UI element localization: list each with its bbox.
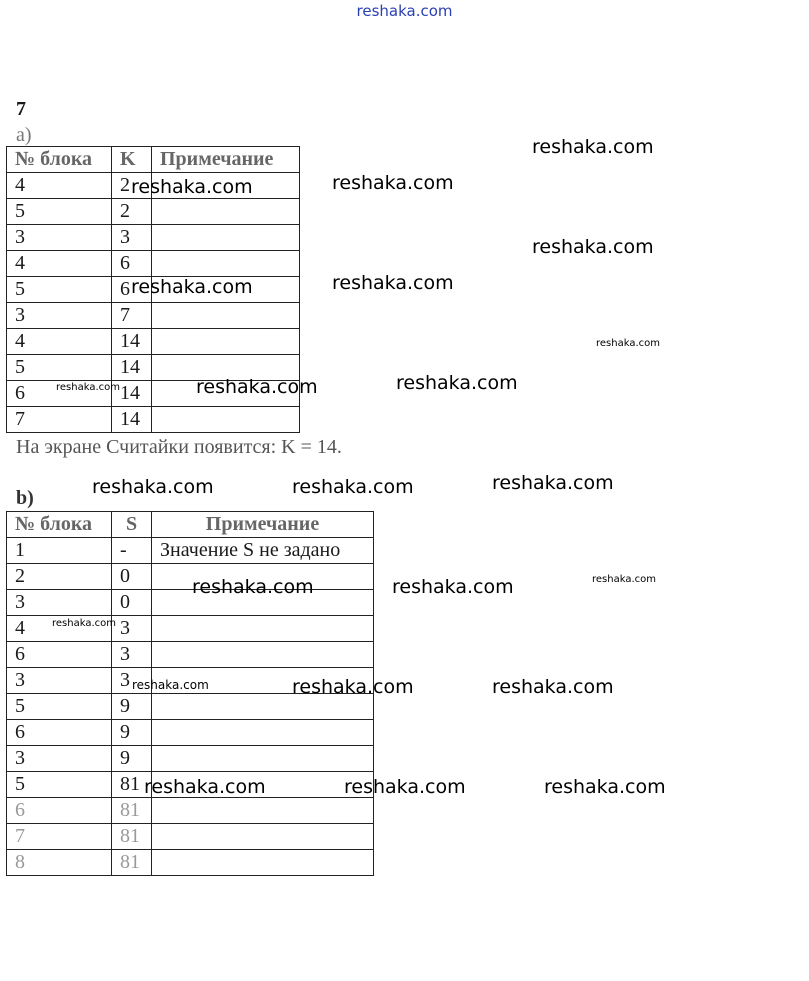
- watermark: reshaka.com: [492, 676, 614, 698]
- task-number: 7: [16, 98, 26, 120]
- cell-block: 3: [7, 668, 112, 694]
- table-row: [7, 824, 374, 850]
- watermark: reshaka.com: [492, 472, 614, 494]
- cell-block: 4: [7, 173, 112, 199]
- cell-block: 7: [7, 824, 112, 850]
- table-header-row: [7, 512, 374, 538]
- cell-block: 4: [7, 616, 112, 642]
- cell-block: 3: [7, 590, 112, 616]
- cell-value: 6: [112, 251, 152, 277]
- cell-note: [152, 642, 374, 668]
- cell-block: 1: [7, 538, 112, 564]
- cell-value: 14: [112, 381, 152, 407]
- cell-block: 5: [7, 199, 112, 225]
- cell-note: [152, 329, 300, 355]
- column-header-note: Примечание: [152, 512, 374, 538]
- cell-note: [152, 824, 374, 850]
- cell-value: 81: [112, 850, 152, 876]
- cell-block: 5: [7, 277, 112, 303]
- cell-block: 6: [7, 798, 112, 824]
- table-row: [7, 564, 374, 590]
- watermark: reshaka.com: [292, 676, 414, 698]
- cell-value: 2: [112, 173, 152, 199]
- table-row: [7, 798, 374, 824]
- cell-value: 9: [112, 694, 152, 720]
- watermark: reshaka.com: [132, 678, 209, 692]
- table-header-row: [7, 147, 300, 173]
- cell-block: 7: [7, 407, 112, 433]
- table-row: [7, 251, 300, 277]
- cell-block: 3: [7, 225, 112, 251]
- cell-value: 3: [112, 668, 152, 694]
- part-a-label: a): [16, 124, 32, 146]
- watermark: reshaka.com: [131, 276, 253, 298]
- watermark: reshaka.com: [52, 618, 116, 629]
- cell-value: 14: [112, 355, 152, 381]
- cell-value: 3: [112, 616, 152, 642]
- table-row: [7, 746, 374, 772]
- cell-block: 8: [7, 850, 112, 876]
- cell-block: 3: [7, 746, 112, 772]
- cell-note: [152, 251, 300, 277]
- cell-block: 6: [7, 720, 112, 746]
- watermark: reshaka.com: [344, 776, 466, 798]
- watermark: reshaka.com: [92, 476, 214, 498]
- column-header-block: № блока: [7, 512, 112, 538]
- watermark: reshaka.com: [332, 272, 454, 294]
- table-row: [7, 720, 374, 746]
- cell-note: [152, 720, 374, 746]
- cell-note: [152, 225, 300, 251]
- table-row: [7, 642, 374, 668]
- cell-note: [152, 303, 300, 329]
- cell-value: 81: [112, 824, 152, 850]
- cell-note: [152, 850, 374, 876]
- cell-note: [152, 746, 374, 772]
- table-row: [7, 538, 374, 564]
- watermark: reshaka.com: [144, 776, 266, 798]
- watermark: reshaka.com: [192, 576, 314, 598]
- part-b-label: b): [16, 487, 34, 509]
- cell-value: 81: [112, 798, 152, 824]
- cell-value: -: [112, 538, 152, 564]
- watermark: reshaka.com: [332, 172, 454, 194]
- cell-block: 4: [7, 329, 112, 355]
- cell-value: 81: [112, 772, 152, 798]
- cell-block: 4: [7, 251, 112, 277]
- cell-value: 3: [112, 225, 152, 251]
- result-text: На экране Считайки появится: K = 14.: [16, 436, 342, 458]
- table-row: [7, 850, 374, 876]
- cell-note: Значение S не задано: [152, 538, 374, 564]
- cell-value: 14: [112, 407, 152, 433]
- watermark: reshaka.com: [196, 376, 318, 398]
- cell-block: 5: [7, 772, 112, 798]
- table-row: [7, 225, 300, 251]
- cell-note: [152, 199, 300, 225]
- watermark: reshaka.com: [596, 338, 660, 349]
- cell-block: 6: [7, 642, 112, 668]
- cell-value: 0: [112, 590, 152, 616]
- watermark: reshaka.com: [532, 136, 654, 158]
- cell-block: 5: [7, 355, 112, 381]
- column-header-note: Примечание: [152, 147, 300, 173]
- cell-note: [152, 616, 374, 642]
- cell-block: 6: [7, 381, 112, 407]
- cell-value: 9: [112, 746, 152, 772]
- watermark: reshaka.com: [396, 372, 518, 394]
- cell-value: 6: [112, 277, 152, 303]
- column-header-s: S: [112, 512, 152, 538]
- cell-block: 5: [7, 694, 112, 720]
- column-header-block: № блока: [7, 147, 112, 173]
- watermark: reshaka.com: [544, 776, 666, 798]
- table-row: [7, 199, 300, 225]
- table-row: [7, 590, 374, 616]
- cell-value: 2: [112, 199, 152, 225]
- watermark: reshaka.com: [292, 476, 414, 498]
- cell-value: 9: [112, 720, 152, 746]
- cell-block: 3: [7, 303, 112, 329]
- cell-note: [152, 798, 374, 824]
- column-header-k: K: [112, 147, 152, 173]
- table-row: [7, 329, 300, 355]
- watermark: reshaka.com: [56, 382, 120, 393]
- cell-value: 0: [112, 564, 152, 590]
- watermark: reshaka.com: [592, 574, 656, 585]
- table-row: [7, 303, 300, 329]
- cell-value: 7: [112, 303, 152, 329]
- table-row: [7, 407, 300, 433]
- cell-value: 14: [112, 329, 152, 355]
- watermark: reshaka.com: [131, 176, 253, 198]
- cell-note: [152, 407, 300, 433]
- cell-value: 3: [112, 642, 152, 668]
- watermark: reshaka.com: [532, 236, 654, 258]
- watermark: reshaka.com: [392, 576, 514, 598]
- site-link[interactable]: reshaka.com: [356, 2, 453, 20]
- cell-block: 2: [7, 564, 112, 590]
